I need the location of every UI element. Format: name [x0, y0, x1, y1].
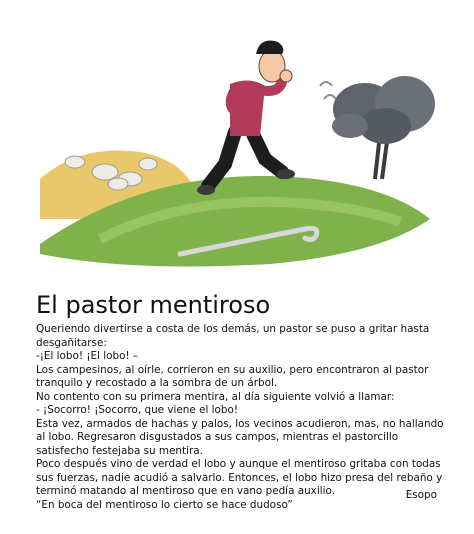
story-title: El pastor mentiroso: [36, 291, 271, 319]
story-paragraph: - ¡Socorro! ¡Socorro, que viene el lobo!: [36, 404, 239, 416]
story-paragraph: No contento con su primera mentira, al día siguiente volvió a llamar:: [36, 390, 395, 403]
story-paragraph: Queriendo divertirse a costa de los demás, un pastor se puso a gritar hasta desgañitarse:: [36, 323, 430, 349]
tree-icon: [320, 76, 435, 179]
story-moral: “En boca del mentiroso lo cierto se hace dudoso”: [36, 498, 293, 511]
shepherd-illustration: [20, 14, 450, 284]
story-body: [36, 323, 446, 512]
story-paragraph: -¡El lobo! ¡El lobo! –: [36, 350, 139, 362]
story-author: Esopo: [405, 489, 437, 501]
story-paragraph: Poco después vino de verdad el lobo y aunque el mentiroso gritaba con todas sus fuerzas, nadie acudió a salvarlo. Entonces, el lobo hizo presa del rebaño y terminó matando al mentiroso que en vano pedía auxilio.: [36, 458, 443, 497]
story-paragraph: Los campesinos, al oírle, corrieron en su auxilio, pero encontraron al pastor tranquilo y recostado a la sombra de un árbol.: [36, 363, 429, 389]
shepherd-figure: [197, 41, 295, 196]
story-paragraph: Esta vez, armados de hachas y palos, los vecinos acudieron, mas, no hallando al lobo. Regresaron disgustados a sus campos, mientras el pastorcillo satisfecho festejaba su mentira.: [36, 417, 444, 457]
